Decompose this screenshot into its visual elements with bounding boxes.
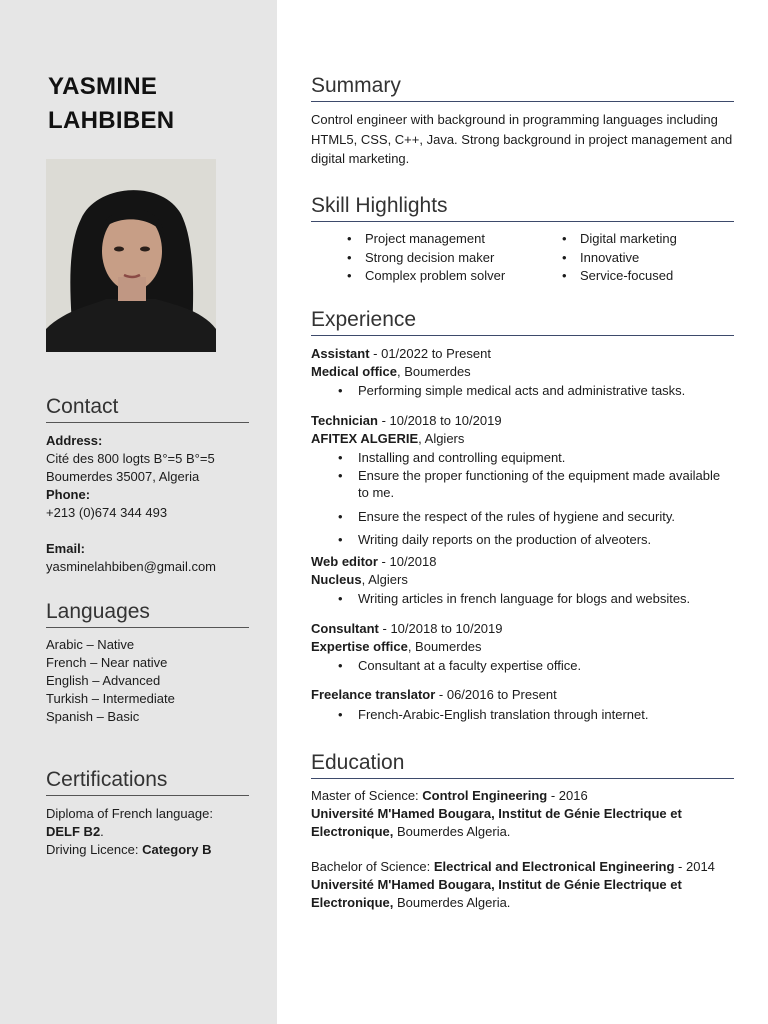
- skills-heading: Skill Highlights: [311, 193, 734, 222]
- school-name: Université M'Hamed Bougara, Institut de Génie Electrique et: [311, 877, 682, 892]
- language-item: English – Advanced: [46, 673, 161, 688]
- job-role: Technician: [311, 413, 378, 428]
- degree-name: Control Engineering: [422, 788, 548, 803]
- cert-delf: DELF B2: [46, 824, 101, 839]
- job-bullet: • Writing articles in french language for blogs and websites.: [311, 590, 734, 608]
- job-location: , Boumerdes: [407, 638, 482, 654]
- degree-name: Electrical and Electronical Engineering: [433, 859, 675, 874]
- phone-label: Phone:: [46, 487, 91, 502]
- education-heading: Education: [311, 750, 734, 779]
- email-address: yasminelahbiben@gmail.com: [46, 559, 216, 574]
- job-role: Web editor: [311, 554, 378, 569]
- job-dates: - 10/2018: [377, 554, 437, 569]
- contact-details: [46, 432, 261, 576]
- language-item: Arabic – Native: [46, 637, 135, 652]
- job-location: , Algiers: [418, 430, 465, 446]
- job-org: Medical office: [311, 363, 397, 379]
- skills-column-1: [341, 230, 505, 286]
- languages-list: [46, 636, 261, 726]
- degree-year: - 2014: [674, 859, 715, 874]
- cert-line-2: DELF B2.: [46, 824, 104, 839]
- skill-item: • Digital marketing: [556, 230, 677, 249]
- languages-heading: Languages: [46, 599, 249, 628]
- language-item: Turkish – Intermediate: [46, 691, 175, 706]
- job-org: Nucleus: [311, 571, 362, 587]
- job-bullet: • French-Arabic-English translation through internet.: [311, 706, 734, 724]
- job-role: Consultant: [311, 621, 379, 636]
- job-bullet: • Ensure the respect of the rules of hygiene and security.: [311, 508, 734, 526]
- contact-heading: Contact: [46, 394, 249, 423]
- job-location: , Algiers: [361, 571, 408, 587]
- skills-column-2: [556, 230, 677, 286]
- job-location: , Boumerdes: [396, 363, 471, 379]
- job-entry: [311, 620, 734, 675]
- language-item: French – Near native: [46, 655, 168, 670]
- job-bullet: • Consultant at a faculty expertise office.: [311, 657, 734, 675]
- job-dates: - 06/2016 to Present: [435, 687, 557, 702]
- skill-item: • Complex problem solver: [341, 267, 505, 286]
- education-entry: Master of Science: Control Engineering - 2016 Université M'Hamed Bougara, Institut de Génie Electrique et Electronique, Boumerdes Algeria.: [311, 788, 682, 839]
- certifications-heading: Certifications: [46, 767, 249, 796]
- education-entry: Bachelor of Science: Electrical and Electronical Engineering - 2014 Université M'Hamed Bougara, Institut de Génie Electrique et Electronique, Boumerdes Algeria.: [311, 859, 715, 910]
- job-bullet: • Performing simple medical acts and administrative tasks.: [311, 382, 734, 400]
- job-dates: - 10/2018 to 10/2019: [377, 413, 502, 428]
- address-line-2: Boumerdes 35007, Algeria: [46, 469, 200, 484]
- job-bullet: • Writing daily reports on the production of alveoters.: [311, 531, 734, 549]
- skill-item: • Project management: [341, 230, 505, 249]
- summary-text: Control engineer with background in programming languages including HTML5, CSS, C++, Java. Strong background in project management and digital marketing.: [311, 112, 733, 166]
- job-org: AFITEX ALGERIE: [311, 430, 419, 446]
- profile-photo-image: [46, 159, 216, 352]
- job-entry: [311, 553, 734, 608]
- job-dates: - 01/2022 to Present: [369, 346, 491, 361]
- job-org: Expertise office: [311, 638, 408, 654]
- cert-line-1: Diploma of French language:: [46, 806, 213, 821]
- skill-item: • Innovative: [556, 249, 677, 268]
- skill-item: • Service-focused: [556, 267, 677, 286]
- cert-license-category: Category B: [142, 842, 212, 857]
- summary-heading: Summary: [311, 73, 734, 102]
- address-label: Address:: [46, 433, 103, 448]
- job-bullet: • Installing and controlling equipment.: [311, 449, 734, 467]
- job-dates: - 10/2018 to 10/2019: [378, 621, 503, 636]
- certifications-list: [46, 805, 261, 859]
- phone-number: +213 (0)674 344 493: [46, 505, 168, 520]
- email-label: Email:: [46, 541, 86, 556]
- job-bullet: • Ensure the proper functioning of the equipment made available to me.: [311, 467, 734, 502]
- degree-year: - 2016: [547, 788, 588, 803]
- experience-heading: Experience: [311, 307, 734, 336]
- skill-item: • Strong decision maker: [341, 249, 505, 268]
- cert-line-3: Driving Licence: Category B: [46, 842, 212, 857]
- job-entry: [311, 345, 734, 400]
- job-entry: [311, 686, 734, 723]
- job-role: Assistant: [311, 346, 370, 361]
- first-name: YASMINE: [48, 73, 158, 100]
- candidate-name: [48, 70, 174, 138]
- job-entry: [311, 412, 734, 549]
- last-name: LAHBIBEN: [48, 107, 175, 134]
- language-item: Spanish – Basic: [46, 709, 140, 724]
- job-role: Freelance translator: [311, 687, 436, 702]
- address-line-1: Cité des 800 logts B°=5 B°=5: [46, 451, 215, 466]
- school-name: Université M'Hamed Bougara, Institut de Génie Electrique et: [311, 806, 682, 821]
- profile-photo: [46, 159, 216, 352]
